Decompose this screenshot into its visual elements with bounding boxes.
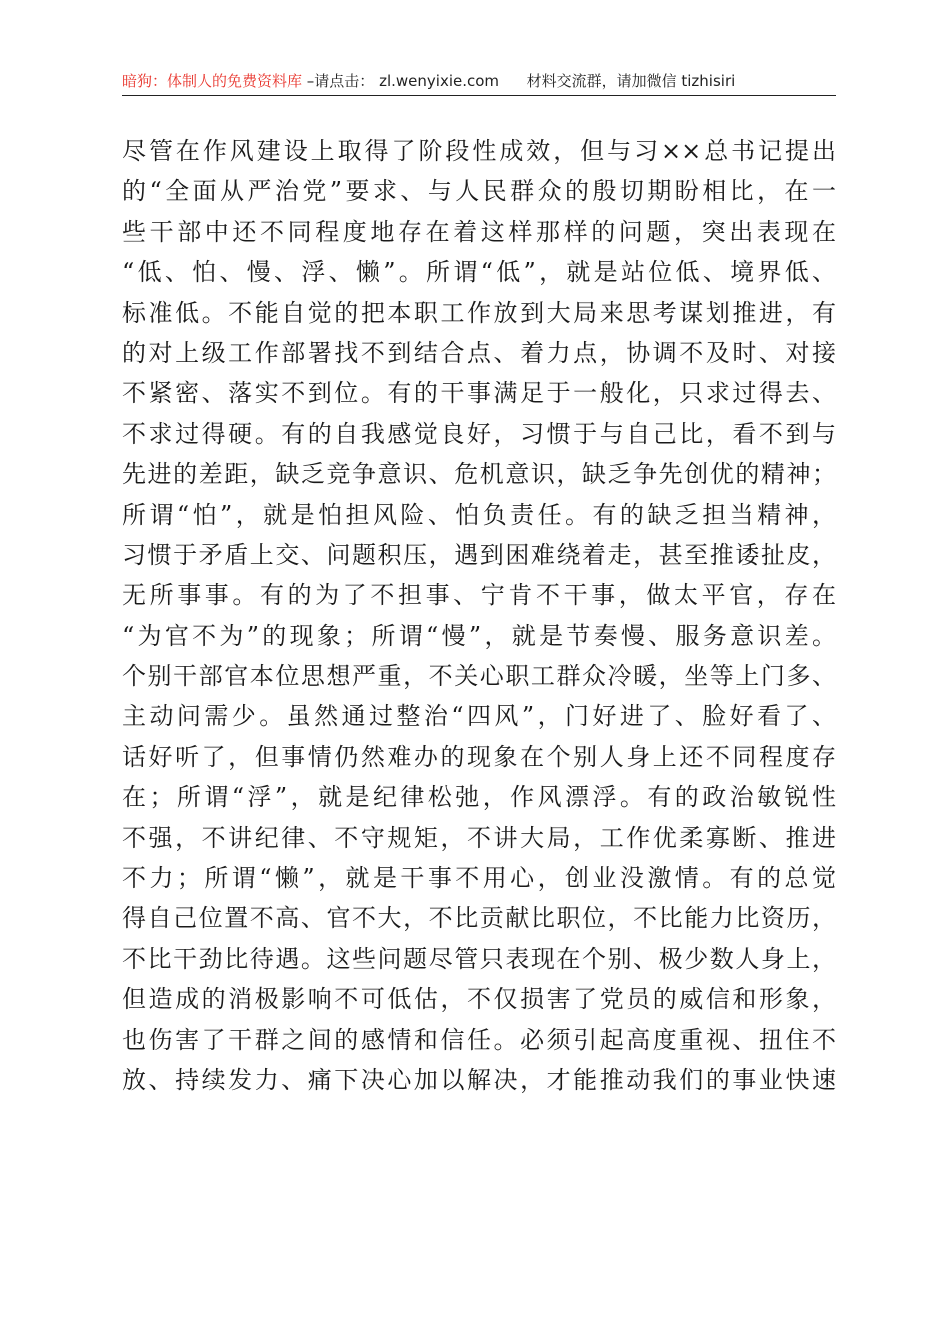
text-line: 不紧密、落实不到位。有的干事满足于一般化，只求过得去、	[122, 379, 836, 408]
text-line: 些干部中还不同程度地存在着这样那样的问题，突出表现在	[122, 217, 836, 246]
text-line: 得自己位置不高、官不大，不比贡献比职位，不比能力比资历，	[122, 904, 836, 933]
text-line: 习惯于矛盾上交、问题积压，遇到困难绕着走，甚至推诿扯皮，	[122, 540, 836, 569]
header-brand: 暗狗：体制人的免费资料库	[122, 72, 303, 90]
header-link[interactable]: zl.wenyixie.com	[379, 72, 500, 90]
page-header	[122, 68, 836, 94]
text-line: 主动问需少。虽然通过整治“四风”，门好进了、脸好看了、	[122, 702, 836, 731]
text-line: 但造成的消极影响不可低估，不仅损害了党员的威信和形象，	[122, 985, 836, 1014]
text-line: 不强，不讲纪律、不守规矩，不讲大局，工作优柔寡断、推进	[122, 823, 836, 852]
text-line: 放、持续发力、痛下决心加以解决，才能推动我们的事业快速	[122, 1065, 836, 1094]
text-line: 标准低。不能自觉的把本职工作放到大局来思考谋划推进，有	[122, 298, 836, 327]
text-line: 尽管在作风建设上取得了阶段性成效，但与习××总书记提出	[122, 137, 836, 165]
header-divider	[122, 95, 836, 96]
text-line: 先进的差距，缺乏竞争意识、危机意识，缺乏争先创优的精神；	[122, 460, 836, 489]
text-line: 个别干部官本位思想严重，不关心职工群众冷暖，坐等上门多、	[122, 662, 836, 691]
text-line: 在；所谓“浮”，就是纪律松弛，作风漂浮。有的政治敏锐性	[122, 783, 836, 812]
body-paragraph	[122, 131, 836, 1100]
text-line: “为官不为”的现象；所谓“慢”，就是节奏慢、服务意识差。	[122, 621, 836, 650]
text-line: 所谓“怕”，就是怕担风险、怕负责任。有的缺乏担当精神，	[122, 500, 836, 529]
header-contact: 材料交流群，请加微信 tizhisiri	[526, 72, 736, 90]
text-line: 也伤害了干群之间的感情和信任。必须引起高度重视、扭住不	[122, 1025, 836, 1054]
text-line: 话好听了，但事情仍然难办的现象在个别人身上还不同程度存	[122, 742, 836, 771]
text-line: 的“全面从严治党”要求、与人民群众的殷切期盼相比，在一	[122, 177, 836, 206]
text-line: 不求过得硬。有的自我感觉良好，习惯于与自己比，看不到与	[122, 419, 836, 448]
text-line: “低、怕、慢、浮、懒”。所谓“低”，就是站位低、境界低、	[122, 258, 836, 287]
text-line: 的对上级工作部署找不到结合点、着力点，协调不及时、对接	[122, 338, 836, 367]
text-line: 不比干劲比待遇。这些问题尽管只表现在个别、极少数人身上，	[122, 944, 836, 973]
text-line: 不力；所谓“懒”，就是干事不用心，创业没激情。有的总觉	[122, 864, 836, 893]
text-line: 无所事事。有的为了不担事、宁肯不干事，做太平官，存在	[122, 581, 836, 610]
header-click-prompt: –请点击：	[306, 72, 375, 90]
